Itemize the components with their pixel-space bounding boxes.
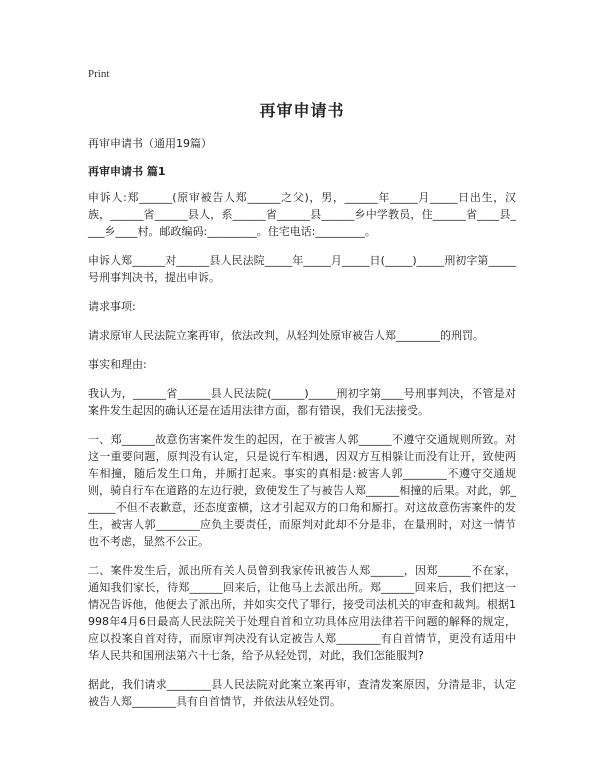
paragraph-facts-heading: 事实和理由: — [88, 358, 147, 371]
document-page — [88, 68, 516, 722]
paragraph-reason-2: 二、案件发生后，派出所有关人员曾到我家传讯被告人郑______，因郑______不在家，通知我们家长，待郑______回来后，让他马上去派出所。郑______回来后，我们把这一情况告诉他，他便去了派出所，并如实交代了罪行，接受司法机关的审查和裁判。根据1998年4月6日最高人民法院关于处理自首和立功具体应用法律若干问题的解释的规定，应以投案自首对待，而原审判决没有认定被告人郑________有自首情节，更没有适用中华人民共和国刑法第六十七条，给予从轻处罚，对此，我们怎能服判? — [88, 564, 516, 662]
paragraph-request: 请求原审人民法院立案再审，依法改判，从轻判处原审被告人郑________的刑罚。 — [88, 329, 484, 342]
paragraph-reason-1: 一、郑______故意伤害案件发生的起因，在于被害人郭______不遵守交通规则所致。对这一重要问题，原判没有认定，只是说行车相遇，因双方互相躲让而没有让开，致使两车相撞，随后发生口角，并厮打起来。事实的真相是:被害人郭________不遵守交通规则，骑自行车在道路的左边行驶，致使发生了与被告人郑______相撞的后果。对此，郭______不但不表歉意，还态度蛮横，这才引起双方的口角和厮打。对这故意伤害案件的发生，被害人郭________应负主要责任，而原判对此却不分是非，在量刑时，对这一情节也不考虑，显然不公正。 — [88, 433, 516, 548]
document-subtitle: 再审申请书（通用19篇） — [88, 137, 212, 150]
paragraph-appeal-statement: 申诉人郑______对______县人民法院_____年_____月_____日(_____)_____刑初字第_____号刑事判决书，提出申诉。 — [88, 254, 516, 284]
paragraph-conclusion: 据此，我们请求________县人民法院对此案立案再审，查清发案原因，分清是非，认定被告人郑________具有自首情节，并依法从轻处罚。 — [88, 678, 516, 708]
paragraph-opinion: 我认为，______省______县人民法院(______)_____刑初字第____号刑事判决，不管是对案件发生起因的确认还是在适用法律方面，都有错误，我们无法接受。 — [88, 387, 516, 417]
section-heading: 再审申请书 篇1 — [88, 165, 166, 178]
paragraph-request-heading: 请求事项: — [88, 300, 136, 313]
paragraph-applicant-info: 申诉人:郑______(原审被告人郑______之父)，男，______年_____月_____日出生，汉族，______省______县人，系______省______县______乡中学教员，住______省____县____乡____村。邮政编码:_________。住宅电话:_________。 — [88, 191, 516, 238]
page-title: 再审申请书 — [259, 101, 345, 120]
print-link[interactable]: Print — [88, 68, 110, 80]
